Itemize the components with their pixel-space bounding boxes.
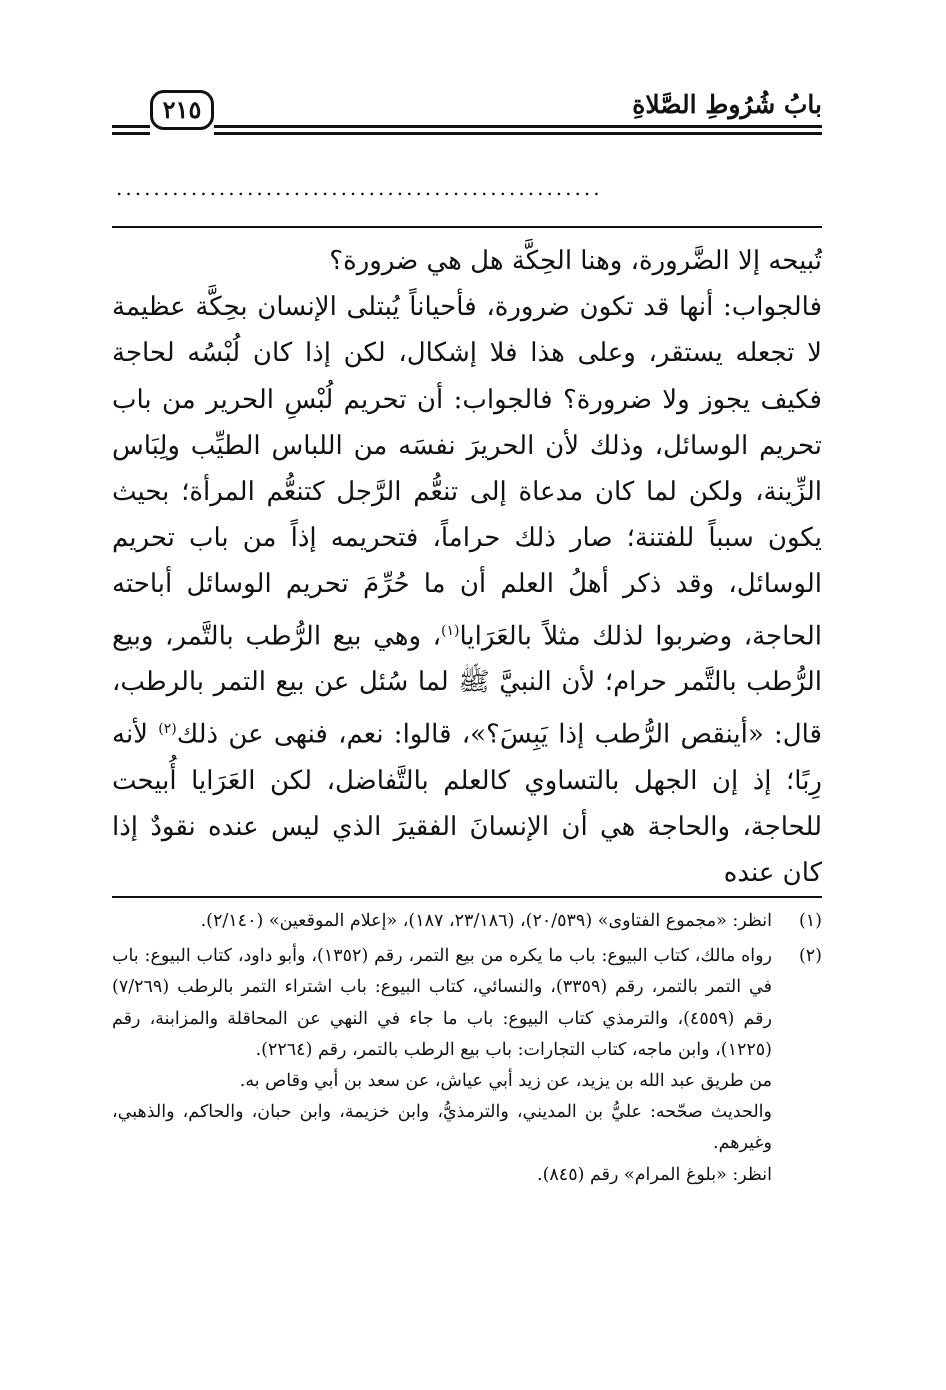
dotted-separator: .................................................... [116,176,603,200]
chapter-title: بابُ شُرُوطِ الصَّلاةِ [632,90,822,119]
separator-line [112,226,822,228]
header-rule-right-top [214,125,822,128]
footnote-line: انظر: «مجموع الفتاوى» (٢٠/٥٣٩)، (٢٣/١٨٦، ١٨٧)، «إعلام الموقعين» (٢/١٤٠). [200,911,772,931]
footnote-ref-1: (١) [441,622,460,639]
header-rule-left-bottom [112,132,150,135]
page-number: ٢١٥ [150,90,214,130]
paragraph-2-continuation-1: ، وهي بيع الرُّطب بالتَّمر، وبيع الرُّطب بالتَّمر حرام؛ لأن النبيَّ ﷺ لما سُئل عن بيع التمر بالرطب، قال: «أينقص الرُّطب إذا يَبِسَ؟»، قالوا: نعم، فنهى عن ذلك [112,621,822,750]
header-rule-left-top [112,125,150,128]
footnote-body [112,941,772,1191]
footnote-ref-2: (٢) [158,720,177,737]
header-rule-right-bottom [214,132,822,135]
footnotes [112,906,822,1195]
footnote-number: (٢) [798,946,822,967]
footnote-line: والحديث صحّحه: عليُّ بن المديني، والترمذيُّ، وابن خزيمة، وابن حبان، والحاكم، والذهبي، وغيرهم. [112,1102,772,1154]
footnote-1 [112,906,822,937]
page-header [112,88,822,148]
footnote-number: (١) [798,911,822,931]
footnote-line: انظر: «بلوغ المرام» رقم (٨٤٥). [537,1164,772,1185]
footnote-separator [112,896,822,898]
paragraph-1: تُبيحه إلا الضَّرورة، وهنا الحِكَّة هل هي ضرورة؟ [329,246,822,276]
main-text [112,238,822,896]
paragraph-2-continuation-2: لأنه رِبًا؛ إذ إن الجهل بالتساوي كالعلم بالتَّفاضل، لكن العَرَايا أُبيحت للحاجة، والحاجة هي أن الإنسانَ الفقيرَ الذي ليس عنده نقودٌ إذا كان عنده [112,719,822,888]
paragraph-2 [112,284,822,896]
footnote-line: من طريق عبد الله بن يزيد، عن زيد أبي عياش، عن سعد بن أبي وقاص به. [239,1071,772,1092]
footnote-2 [112,941,822,1191]
paragraph-2-text: فالجواب: أنها قد تكون ضرورة، فأحياناً يُبتلى الإنسان بحِكَّة عظيمة لا تجعله يستقر، وعلى هذا فلا إشكال، لكن إذا كان لُبْسُه لحاجة فكيف يجوز ولا ضرورة؟ فالجواب: أن تحريم لُبْسِ الحرير من باب تحريم الوسائل، وذلك لأن الحريرَ نفسَه من اللباس الطيِّب ولِبَاس الزِّينة، ولكن لما كان مدعاة إلى تنعُّم الرَّجل كتنعُّم المرأة؛ بحيث يكون سبباً للفتنة؛ صار ذلك حراماً، فتحريمه إذاً من باب تحريم الوسائل، وقد ذكر أهلُ العلم أن ما حُرِّمَ تحريم الوسائل أباحته الحاجة، وضربوا لذلك مثلاً بالعَرَايا [112,292,822,652]
footnote-body [112,906,772,937]
footnote-line: رواه مالك، كتاب البيوع: باب ما يكره من بيع التمر، رقم (١٣٥٢)، وأبو داود، كتاب البيوع: باب في التمر بالتمر، رقم (٣٣٥٩)، والنسائي، كتاب البيوع: باب اشتراء التمر بالرطب (٧/٢٦٩) رقم (٤٥٥٩)، والترمذي كتاب البيوع: باب ما جاء في النهي عن المحاقلة والمزابنة، رقم (١٢٢٥)، وابن ماجه، كتاب التجارات: باب بيع الرطب بالتمر، رقم (٢٢٦٤). [112,946,772,1060]
